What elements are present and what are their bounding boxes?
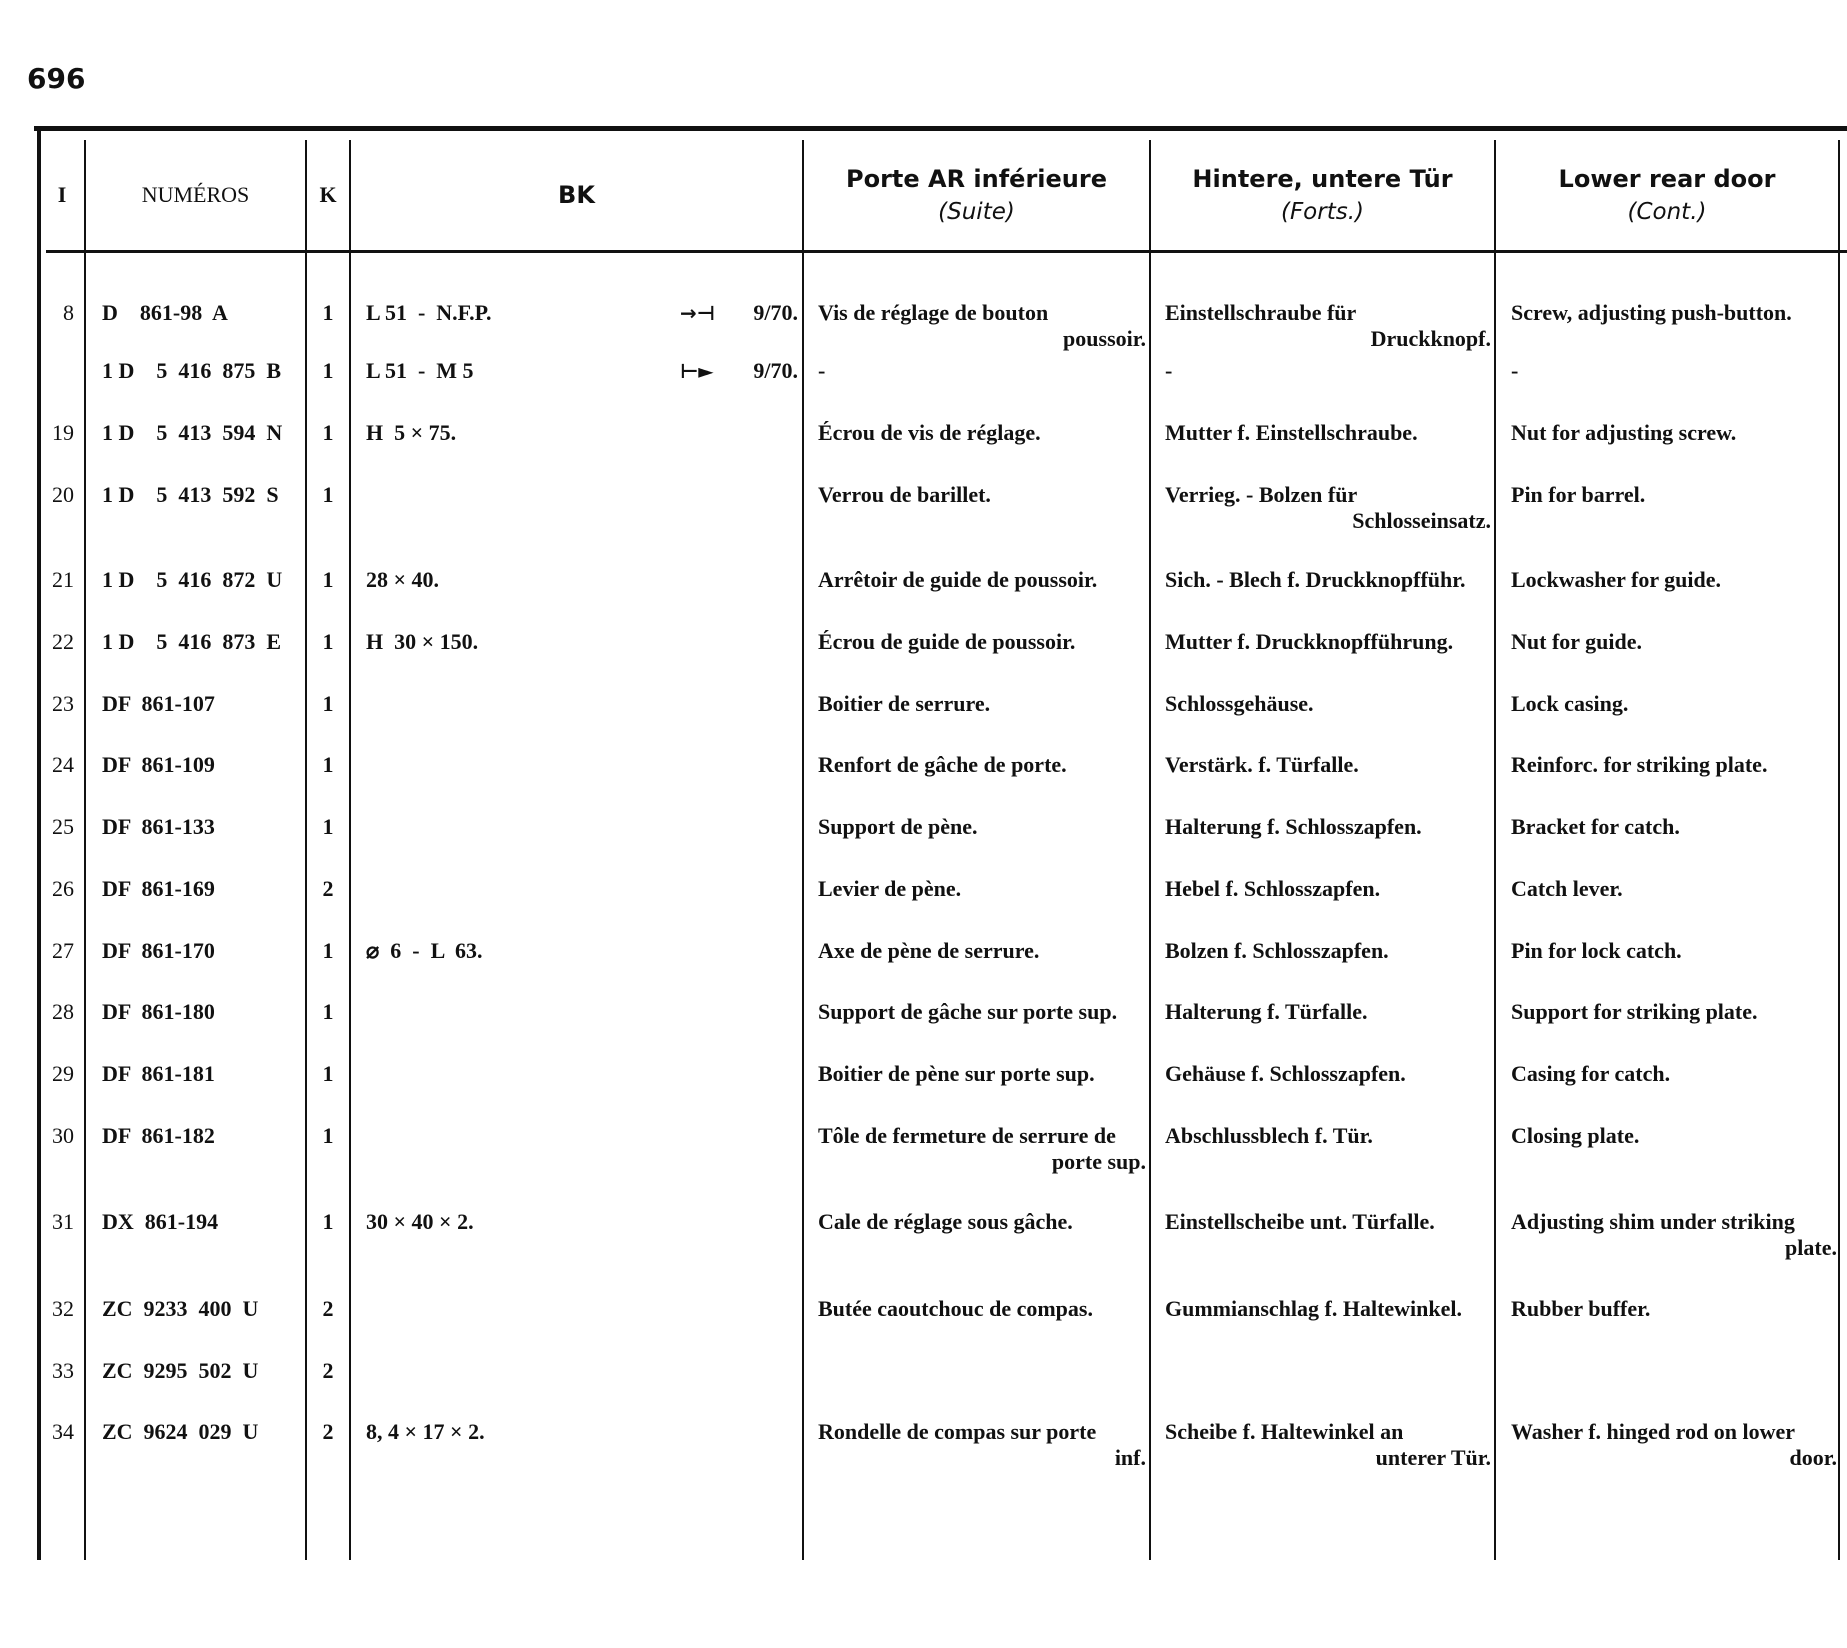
row-index: 29: [52, 1061, 74, 1086]
part-number: DF 861-169: [102, 876, 215, 901]
header-english: [1496, 140, 1838, 250]
row-index: 23: [52, 691, 74, 716]
row-german-line: Mutter f. Einstellschraube.: [1165, 420, 1418, 445]
part-number: DF 861-133: [102, 814, 215, 839]
row-german: [1165, 482, 1491, 534]
row-french-line: poussoir.: [1063, 326, 1146, 351]
row-german-line: -: [1165, 358, 1173, 383]
row-german-line: Scheibe f. Haltewinkel an: [1165, 1419, 1404, 1444]
row-german: [1165, 999, 1491, 1025]
top-rule: [34, 126, 1847, 131]
row-k: 1: [322, 1209, 334, 1234]
row-index: 28: [52, 999, 74, 1024]
row-k: 1: [322, 300, 334, 325]
header-english-subtitle: (Cont.): [1627, 199, 1707, 225]
row-english: [1511, 567, 1837, 593]
row-english: [1511, 999, 1837, 1025]
row-k: 2: [322, 1296, 334, 1321]
row-index: 21: [52, 567, 74, 592]
row-french-line: Butée caoutchouc de compas.: [818, 1296, 1093, 1321]
row-french: [818, 482, 1146, 508]
part-number: DF 861-107: [102, 691, 215, 716]
row-english: [1511, 691, 1837, 717]
row-english: [1511, 629, 1837, 655]
row-french-line: inf.: [1114, 1445, 1146, 1470]
row-bk: ⌀ 6 - L 63.: [366, 938, 483, 963]
row-french-line: Verrou de barillet.: [818, 482, 991, 507]
row-french-line: Écrou de guide de poussoir.: [818, 629, 1076, 654]
header-german-title: Hintere, untere Tür: [1192, 165, 1453, 193]
row-english-line: Lockwasher for guide.: [1511, 567, 1722, 592]
row-english-line: door.: [1789, 1445, 1837, 1470]
row-german-line: Verrieg. - Bolzen für: [1165, 482, 1358, 507]
part-number: ZC 9624 029 U: [102, 1419, 259, 1444]
row-german: [1165, 876, 1491, 902]
row-index: 8: [63, 300, 74, 325]
row-french: [818, 752, 1146, 778]
row-french-line: Boitier de serrure.: [818, 691, 991, 716]
row-german-line: Halterung f. Türfalle.: [1165, 999, 1368, 1024]
row-k: 1: [322, 938, 334, 963]
row-english: [1511, 1123, 1837, 1149]
row-german-line: Halterung f. Schlosszapfen.: [1165, 814, 1422, 839]
row-english: [1511, 300, 1837, 326]
row-german: [1165, 358, 1491, 384]
part-number: DF 861-182: [102, 1123, 215, 1148]
row-english: [1511, 1209, 1837, 1261]
row-english-line: Pin for lock catch.: [1511, 938, 1682, 963]
row-french-line: Axe de pène de serrure.: [818, 938, 1040, 963]
row-k: 2: [322, 1358, 334, 1383]
row-english-line: Nut for guide.: [1511, 629, 1642, 654]
header-french-title: Porte AR inférieure: [846, 165, 1107, 193]
row-french: [818, 420, 1146, 446]
row-bk: L 51 - N.F.P.: [366, 300, 492, 325]
row-date: 9/70.: [753, 358, 798, 383]
row-french-line: Tôle de fermeture de serrure de: [818, 1123, 1116, 1148]
row-english-line: Reinforc. for striking plate.: [1511, 752, 1768, 777]
row-french: [818, 691, 1146, 717]
row-english: [1511, 814, 1837, 840]
part-number: 1 D 5 413 592 S: [102, 482, 279, 507]
row-french: [818, 567, 1146, 593]
row-k: 1: [322, 1123, 334, 1148]
row-k: 1: [322, 691, 334, 716]
row-english: [1511, 482, 1837, 508]
part-number: DF 861-181: [102, 1061, 215, 1086]
row-german-line: Druckknopf.: [1370, 326, 1491, 351]
header-rule: [46, 250, 1847, 253]
col-divider-outer-left: [37, 130, 41, 1560]
row-german-line: Gummianschlag f. Haltewinkel.: [1165, 1296, 1463, 1321]
row-english-line: Screw, adjusting push-button.: [1511, 300, 1792, 325]
row-german: [1165, 629, 1491, 655]
row-french-line: Vis de réglage de bouton: [818, 300, 1049, 325]
row-german: [1165, 1419, 1491, 1471]
row-german: [1165, 1209, 1491, 1235]
row-k: 1: [322, 629, 334, 654]
row-german-line: Verstärk. f. Türfalle.: [1165, 752, 1359, 777]
row-french: [818, 1123, 1146, 1175]
row-k: 1: [322, 420, 334, 445]
row-english: [1511, 1061, 1837, 1087]
row-bk: L 51 - M 5: [366, 358, 474, 383]
row-english-line: Pin for barrel.: [1511, 482, 1646, 507]
row-german-line: Sich. - Blech f. Druckknopfführ.: [1165, 567, 1466, 592]
row-german: [1165, 752, 1491, 778]
row-german-line: Schlossgehäuse.: [1165, 691, 1314, 716]
row-french-line: Arrêtoir de guide de poussoir.: [818, 567, 1098, 592]
row-french-line: Levier de pène.: [818, 876, 962, 901]
header-german-subtitle: (Forts.): [1280, 199, 1364, 225]
part-number: DX 861-194: [102, 1209, 219, 1234]
row-k: 1: [322, 358, 334, 383]
col-divider-1: [84, 140, 86, 1560]
row-english-line: Bracket for catch.: [1511, 814, 1680, 839]
row-bk: 28 × 40.: [366, 567, 440, 592]
row-index: 22: [52, 629, 74, 654]
header-bk: BK: [558, 181, 595, 209]
row-french: [818, 814, 1146, 840]
row-french: [818, 876, 1146, 902]
row-german: [1165, 300, 1491, 352]
part-number: ZC 9233 400 U: [102, 1296, 259, 1321]
header-index: I: [57, 182, 67, 207]
part-number: DF 861-170: [102, 938, 215, 963]
row-german: [1165, 691, 1491, 717]
row-bk: 30 × 40 × 2.: [366, 1209, 474, 1234]
part-number: 1 D 5 413 594 N: [102, 420, 283, 445]
part-number: 1 D 5 416 875 B: [102, 358, 282, 383]
row-german-line: Gehäuse f. Schlosszapfen.: [1165, 1061, 1406, 1086]
row-english-line: Catch lever.: [1511, 876, 1623, 901]
row-bk: 8, 4 × 17 × 2.: [366, 1419, 485, 1444]
row-french-line: Support de pène.: [818, 814, 978, 839]
row-index: 31: [52, 1209, 74, 1234]
row-index: 19: [52, 420, 74, 445]
header-german: [1151, 140, 1494, 250]
row-french-line: Boitier de pène sur porte sup.: [818, 1061, 1095, 1086]
header-k: K: [319, 182, 337, 207]
row-french-line: Rondelle de compas sur porte: [818, 1419, 1097, 1444]
row-k: 1: [322, 482, 334, 507]
header-french: [804, 140, 1149, 250]
row-english-line: Adjusting shim under striking: [1511, 1209, 1795, 1234]
row-french: [818, 1296, 1146, 1322]
row-index: 26: [52, 876, 74, 901]
row-english-line: Casing for catch.: [1511, 1061, 1671, 1086]
row-english-line: Nut for adjusting screw.: [1511, 420, 1737, 445]
row-english-line: Washer f. hinged rod on lower: [1511, 1419, 1795, 1444]
row-k: 1: [322, 567, 334, 592]
part-number: D 861-98 A: [102, 300, 228, 325]
row-german-line: Schlosseinsatz.: [1352, 508, 1491, 533]
row-french: [818, 629, 1146, 655]
row-english: [1511, 1296, 1837, 1322]
col-divider-2: [305, 140, 307, 1560]
row-k: 1: [322, 999, 334, 1024]
row-german-line: Abschlussblech f. Tür.: [1165, 1123, 1373, 1148]
row-english-line: Closing plate.: [1511, 1123, 1640, 1148]
row-english: [1511, 1419, 1837, 1471]
col-divider-4: [802, 140, 804, 1560]
row-k: 2: [322, 876, 334, 901]
row-english-line: plate.: [1785, 1235, 1837, 1260]
row-index: 30: [52, 1123, 74, 1148]
row-english: [1511, 752, 1837, 778]
part-number: 1 D 5 416 873 E: [102, 629, 282, 654]
row-french-line: Cale de réglage sous gâche.: [818, 1209, 1073, 1234]
validity-arrow-icon: →⊣: [680, 301, 716, 325]
row-french-line: Renfort de gâche de porte.: [818, 752, 1067, 777]
row-french-line: Support de gâche sur porte sup.: [818, 999, 1118, 1024]
row-french: [818, 1419, 1146, 1471]
row-index: 27: [52, 938, 74, 963]
row-k: 1: [322, 1061, 334, 1086]
header-english-title: Lower rear door: [1558, 165, 1776, 193]
row-german: [1165, 938, 1491, 964]
part-number: DF 861-180: [102, 999, 215, 1024]
row-german: [1165, 814, 1491, 840]
part-number: ZC 9295 502 U: [102, 1358, 259, 1383]
header-french-subtitle: (Suite): [938, 199, 1015, 225]
row-date: 9/70.: [753, 300, 798, 325]
row-k: 1: [322, 814, 334, 839]
row-german-line: Einstellschraube für: [1165, 300, 1357, 325]
row-k: 1: [322, 752, 334, 777]
validity-arrow-icon: ⊢►: [680, 359, 714, 383]
row-english: [1511, 420, 1837, 446]
row-french: [818, 938, 1146, 964]
row-index: 32: [52, 1296, 74, 1321]
row-french: [818, 1209, 1146, 1235]
col-divider-5: [1149, 140, 1151, 1560]
row-english-line: Support for striking plate.: [1511, 999, 1758, 1024]
header-numbers: NUMÉROS: [141, 182, 250, 207]
row-german-line: Hebel f. Schlosszapfen.: [1165, 876, 1381, 901]
row-french: [818, 999, 1146, 1025]
part-number: DF 861-109: [102, 752, 215, 777]
row-german: [1165, 1061, 1491, 1087]
row-german-line: unterer Tür.: [1375, 1445, 1491, 1470]
row-index: 34: [52, 1419, 74, 1444]
row-bk: H 5 × 75.: [366, 420, 457, 445]
row-index: 20: [52, 482, 74, 507]
row-german-line: Mutter f. Druckknopfführung.: [1165, 629, 1454, 654]
col-divider-3: [349, 140, 351, 1560]
part-number: 1 D 5 416 872 U: [102, 567, 283, 592]
row-english-line: Rubber buffer.: [1511, 1296, 1651, 1321]
row-english: [1511, 938, 1837, 964]
row-german: [1165, 567, 1491, 593]
col-divider-6: [1494, 140, 1496, 1560]
row-french-line: porte sup.: [1051, 1149, 1146, 1174]
row-german: [1165, 1296, 1491, 1322]
row-english: [1511, 358, 1837, 384]
row-german: [1165, 1123, 1491, 1149]
col-divider-7: [1838, 140, 1840, 1560]
row-french: [818, 1061, 1146, 1087]
row-index: 24: [52, 752, 74, 777]
row-bk: H 30 × 150.: [366, 629, 479, 654]
row-french: [818, 300, 1146, 352]
row-index: 33: [52, 1358, 74, 1383]
row-english: [1511, 876, 1837, 902]
row-french-line: -: [818, 358, 826, 383]
row-index: 25: [52, 814, 74, 839]
row-french: [818, 358, 1146, 384]
row-german-line: Einstellscheibe unt. Türfalle.: [1165, 1209, 1435, 1234]
row-german: [1165, 420, 1491, 446]
row-english-line: Lock casing.: [1511, 691, 1629, 716]
row-k: 2: [322, 1419, 334, 1444]
row-french-line: Écrou de vis de réglage.: [818, 420, 1041, 445]
row-german-line: Bolzen f. Schlosszapfen.: [1165, 938, 1389, 963]
row-english-line: -: [1511, 358, 1519, 383]
page-number: 696: [27, 62, 86, 95]
